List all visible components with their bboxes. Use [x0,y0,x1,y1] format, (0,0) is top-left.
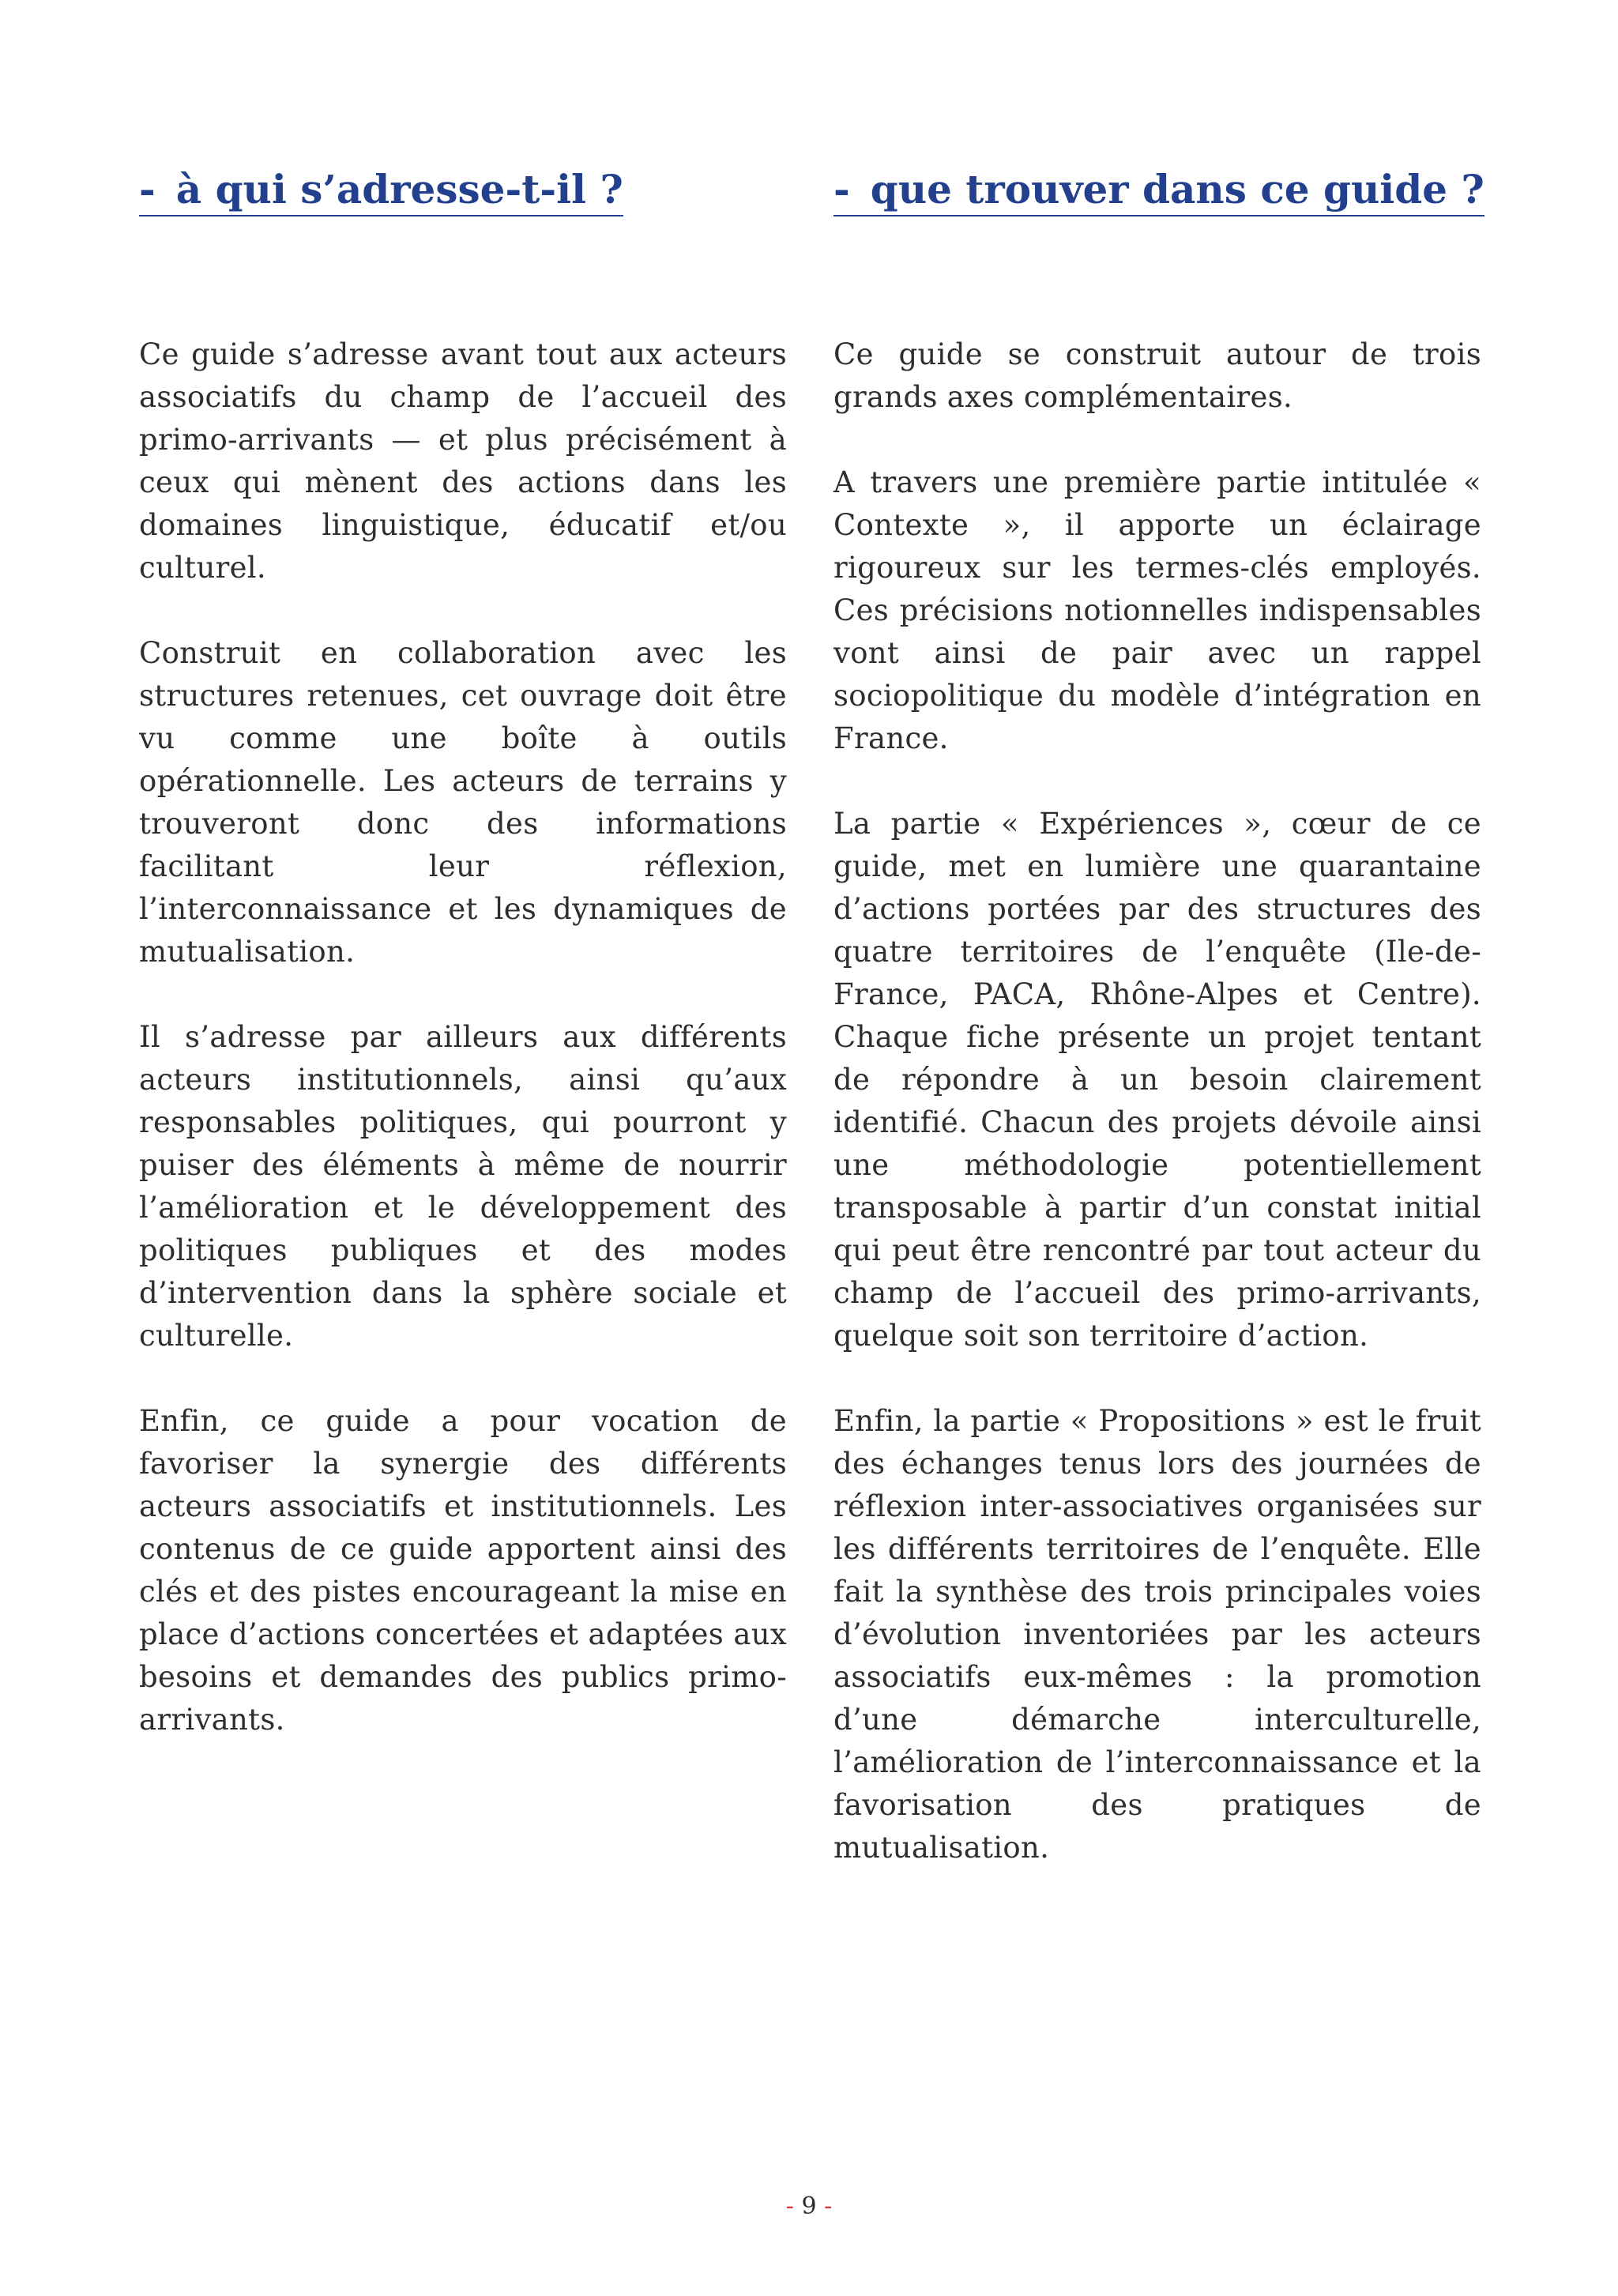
left-paragraphs [139,333,787,1741]
paragraph: Ce guide s’adresse avant tout aux acteurs associatifs du champ de l’accueil des primo-arrivants — et plus précisément à ceux qui mènent des actions dans les domaines linguistique, éducatif et/ou culturel. [139,337,787,585]
paragraph: Enfin, ce guide a pour vocation de favoriser la synergie des différents acteurs associatifs et institutionnels. Les contenus de ce guide apportent ainsi des clés et des pistes encourageant la mise en place d’actions concertées et adaptées aux besoins et demandes des publics primo-arrivants. [139,1404,787,1737]
page-number-dash-right: - [824,2192,833,2220]
page-number [0,2192,1618,2220]
heading-text: que trouver dans ce guide ? [870,165,1484,213]
paragraph: Enfin, la partie « Propositions » est le fruit des échanges tenus lors des journées de réflexion inter-associatives organisées sur les différents territoires de l’enquête. Elle fait la synthèse des trois principales voies d’évolution inventoriées par les acteurs associatifs eux-mêmes : la promotion d’une démarche interculturelle, l’amélioration de l’interconnaissance et la favorisation des pratiques de mutualisation. [833,1404,1481,1865]
paragraph: Il s’adresse par ailleurs aux différents acteurs institutionnels, ainsi qu’aux responsables politiques, qui pourront y puiser des éléments à même de nourrir l’amélioration et le développement des politiques publiques et des modes d’intervention dans la sphère sociale et culturelle. [139,1020,787,1353]
heading-dash: - [139,165,156,213]
paragraph: Construit en collaboration avec les structures retenues, cet ouvrage doit être vu comme une boîte à outils opérationnelle. Les acteurs de terrains y trouveront donc des informations facilitant leur réflexion, l’interconnaissance et les dynamiques de mutualisation. [139,636,787,969]
page-number-value: 9 [801,2192,817,2220]
left-column [139,133,787,1784]
right-column [833,133,1484,1912]
section-heading-audience [139,166,623,216]
right-paragraphs [833,333,1481,1869]
heading-dash: - [833,165,850,213]
paragraph: Ce guide se construit autour de trois grands axes complémentaires. [833,337,1481,414]
section-heading-contents [833,166,1484,216]
heading-text: à qui s’adresse-t-il ? [175,165,623,213]
paragraph: A travers une première partie intitulée « Contexte », il apporte un éclairage rigoureux sur les termes-clés employés. Ces précisions notionnelles indispensables vont ainsi de pair avec un rappel sociopolitique du modèle d’intégration en France. [833,465,1481,755]
page-number-dash-left: - [785,2192,794,2220]
paragraph: La partie « Expériences », cœur de ce guide, met en lumière une quarantaine d’actions portées par des structures des quatre territoires de l’enquête (Ile-de-France, PACA, Rhône-Alpes et Centre). Chaque fiche présente un projet tentant de répondre à un besoin clairement identifié. Chacun des projets dévoile ainsi une méthodologie potentiellement transposable à partir d’un constat initial qui peut être rencontré par tout acteur du champ de l’accueil des primo-arrivants, quelque soit son territoire d’action. [833,807,1481,1353]
